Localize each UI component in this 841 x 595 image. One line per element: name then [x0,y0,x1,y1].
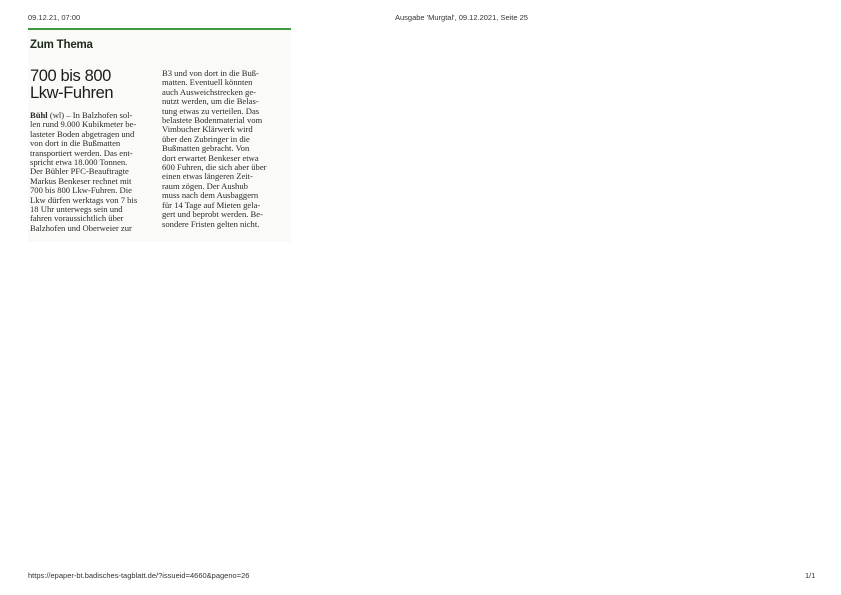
article-column-1 [30,111,158,233]
text-line: für 14 Tage auf Mieten gela- [162,199,261,210]
text-line: B3 und von dort in die Buß- [162,68,259,78]
section-rule [28,28,291,30]
article-headline [30,68,160,102]
text-line: spricht etwa 18.000 Tonnen. [30,157,128,168]
section-kicker: Zum Thema [30,39,93,51]
print-datetime: 09.12.21, 07:00 [28,13,81,22]
dateline: Bühl [30,110,48,120]
article-column-2 [162,69,290,229]
text-line: raum zögen. Der Aushub [162,180,248,191]
text-line: 18 Uhr unterwegs sein und [30,204,123,215]
text-line: tung etwas zu verteilen. Das [162,105,260,116]
text-line: fahren voraussichtlich über [30,213,124,224]
text-line: auch Ausweichstrecken ge- [162,86,257,97]
text-line: Lkw dürfen werktags von 7 bis [30,194,138,205]
text-line: len rund 9.000 Kubikmeter be- [30,119,137,130]
text-line: 700 bis 800 Lkw-Fuhren. Die [30,185,132,196]
text-fragment: (wl) – In Balzhofen sol- [47,110,133,120]
text-line: sondere Fristen gelten nicht. [162,218,260,229]
text-line: transportiert werden. Das ent- [30,147,133,158]
text-line: über den Zubringer in die [162,133,250,144]
text-line: einen etwas längeren Zeit- [162,171,253,182]
headline-line: 700 bis 800 [30,67,111,85]
text-line: matten. Eventuell könnten [162,77,253,88]
text-line: gert und beprobt werden. Be- [162,209,263,220]
text-line: lasteter Boden abgetragen und [30,128,135,139]
text-line: muss nach dem Ausbaggern [162,190,259,201]
text-line: Vimbucher Klärwerk wird [162,124,253,135]
edition-info: Ausgabe 'Murgtal', 09.12.2021, Seite 25 [395,13,528,22]
text-line: belastete Bodenmaterial vom [162,115,263,126]
text-line: Bußmatten gebracht. Von [162,143,250,154]
newspaper-clipping [28,28,291,242]
text-line: dort erwartet Benkeser etwa [162,152,259,163]
text-line: Markus Benkeser rechnet mit [30,175,132,186]
text-line: nutzt werden, um die Belas- [162,96,259,107]
text-line: 600 Fuhren, die sich aber über [162,162,267,173]
source-url: https://epaper-bt.badisches-tagblatt.de/?issueid=4660&pageno=26 [28,571,250,580]
headline-line: Lkw-Fuhren [30,84,114,102]
page-count: 1/1 [805,571,816,580]
text-line: Balzhofen und Oberweier zur [30,222,132,233]
text-line: Der Bühler PFC-Beauftragte [30,166,129,177]
text-line: von dort in die Bußmatten [30,138,121,149]
